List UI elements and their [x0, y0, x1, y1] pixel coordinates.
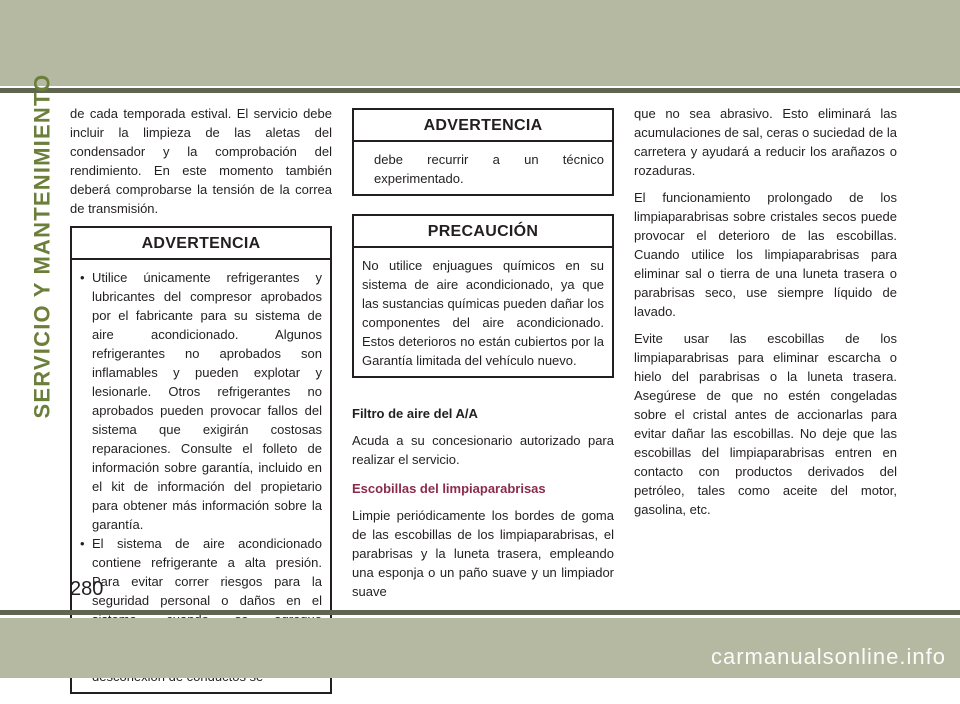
paragraph: Evite usar las escobillas de los limpiaparabrisas para eliminar escarcha o hielo del parabrisas o la luneta trasera. Asegúrese de que no estén congeladas sobre el cristal antes de accionarlas para evitar dañar las escobillas. No deje que las escobillas del limpiaparabrisas entren en contacto con productos derivados del petróleo, tales como aceite del motor, gasolina, etc. [634, 331, 897, 517]
wipers-heading: Escobillas del limpiaparabrisas [352, 481, 546, 496]
warning-continued-text: debe recurrir a un técnico experimentado. [374, 152, 604, 186]
caution-title: PRECAUCIÓN [354, 216, 612, 248]
section-title-vertical [27, 72, 57, 419]
paragraph: que no sea abrasivo. Esto eliminará las acumulaciones de sal, ceras o suciedad de la carretera y ayudará a reducir los arañazos o rozaduras. [634, 106, 897, 178]
warning-title: ADVERTENCIA [72, 228, 330, 260]
column-3 [634, 104, 897, 527]
footer-band [0, 618, 960, 678]
footer-rule [0, 610, 960, 615]
paragraph: El funcionamiento prolongado de los limpiaparabrisas sobre cristales secos puede provocar el deterioro de las escobillas. Cuando utilice los limpiaparabrisas para eliminar sal o tierra de una luneta trasera o parabrisas seco, use siempre líquido de lavado. [634, 190, 897, 319]
header-band [0, 0, 960, 86]
caution-body [354, 248, 612, 376]
intro-paragraph: de cada temporada estival. El servicio debe incluir la limpieza de las aletas del condensador y la comprobación del rendimiento. En este momento también deberá comprobarse la tensión de la correa de transmisión. [70, 106, 332, 216]
warning-body [354, 142, 612, 194]
filter-heading: Filtro de aire del A/A [352, 406, 478, 421]
filter-paragraph: Acuda a su concesionario autorizado para realizar el servicio. [352, 433, 614, 467]
caution-box [352, 214, 614, 378]
watermark: carmanualsonline.info [710, 644, 946, 669]
section-title-text: SERVICIO Y MANTENIMIENTO [29, 72, 55, 419]
column-2 [352, 104, 614, 609]
warning-item: • Utilice únicamente refrigerantes y lubricantes del compresor aprobados por el fabricante para su sistema de aire acondicionado. Algunos refrigerantes no aprobados son inflamables y pueden explotar y lesionarle. Otros refrigerantes no aprobados pueden provocar fallos del sistema que exigirán costosas reparaciones. Consulte el folleto de información sobre garantía, incluido en el kit de información del propietario para obtener más información sobre la garantía. [80, 268, 322, 534]
warning-box-continued [352, 108, 614, 196]
warning-item: • El sistema de aire acondicionado contiene refrigerante a alta presión. Para evitar correr riesgos para la seguridad personal o daños en el [80, 534, 322, 686]
warning-title: ADVERTENCIA [354, 110, 612, 142]
caution-text: No utilice enjuagues químicos en su sistema de aire acondicionado, ya que las sustancias químicas pueden dañar los componentes del aire acondicionado. Estos deterioros no están cubiertos por la Garantía limitada del vehículo nuevo. [362, 258, 604, 368]
page-number: 280 [70, 578, 104, 600]
wipers-paragraph: Limpie periódicamente los bordes de goma de las escobillas de los limpiaparabrisas, el parabrisas y la luneta trasera, empleando una esponja o un paño suave y un limpiador suave [352, 508, 614, 599]
header-rule [0, 88, 960, 93]
